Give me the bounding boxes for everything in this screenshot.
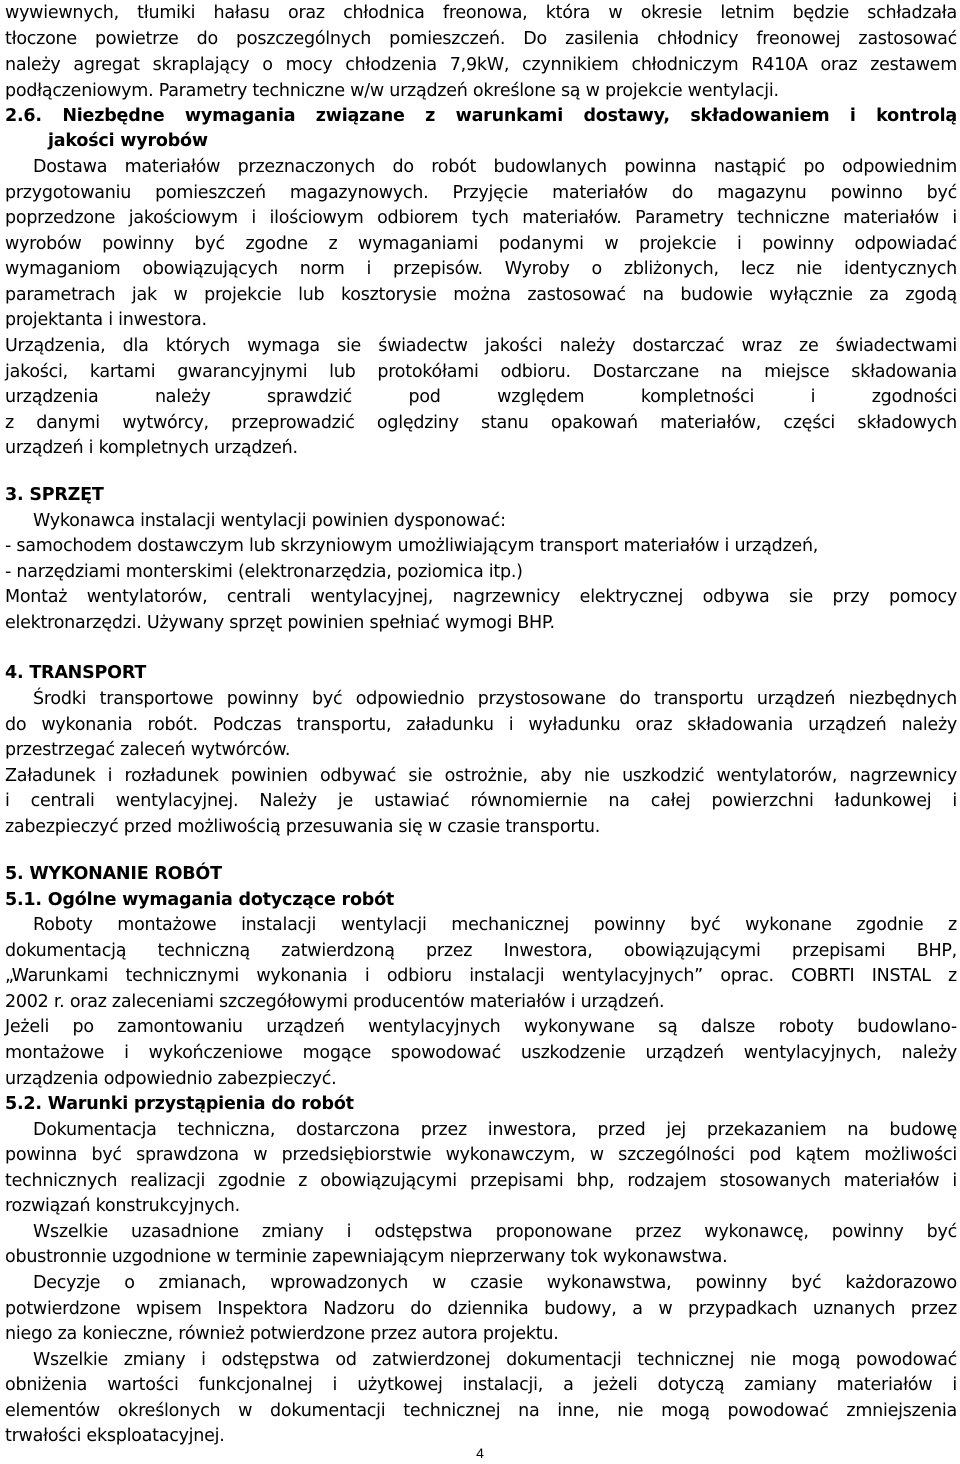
text-line: Montaż wentylatorów, centrali wentylacyjnej, nagrzewnicy elektrycznej odbywa sie przy pomocy — [5, 587, 957, 607]
text-line: zabezpieczyć przed możliwością przesuwania się w czasie transportu. — [5, 817, 601, 837]
text-line: przygotowaniu pomieszczeń magazynowych. Przyjęcie materiałów do magazynu powinno być — [5, 183, 957, 203]
text-line: należy agregat skraplający o mocy chłodzenia 7,9kW, czynnikiem chłodniczym R410A oraz zestawem — [5, 55, 957, 75]
text-line: parametrach jak w projekcie lub kosztorysie można zastosować na budowie wyłącznie za zgodą — [5, 285, 957, 305]
text-line: Urządzenia, dla których wymaga sie świadectw jakości należy dostarczać wraz ze świadectwami — [5, 336, 957, 356]
text-line: technicznych realizacji zgodnie z obowiązującymi przepisami bhp, rodzajem stosowanych materiałów i — [5, 1171, 957, 1191]
text-line: Środki transportowe powinny być odpowiednio przystosowane do transportu urządzeń niezbędnych — [33, 689, 957, 709]
text-line: obniżenia wartości funkcjonalnej i użytkowej instalacji, a jeżeli dotyczą zamiany materiałów i — [5, 1375, 957, 1395]
text-line: Wszelkie zmiany i odstępstwa od zatwierdzonej dokumentacji technicznej nie mogą powodować — [33, 1350, 957, 1370]
text-line: z danymi wytwórcy, przeprowadzić oględziny stanu opakowań materiałów, części składowych — [5, 413, 957, 433]
text-line: Roboty montażowe instalacji wentylacji mechanicznej powinny być wykonane zgodnie z — [33, 915, 957, 935]
text-line: Dokumentacja techniczna, dostarczona przez inwestora, przed jej przekazaniem na budowę — [33, 1120, 957, 1140]
section-heading: 5. WYKONANIE ROBÓT — [5, 864, 222, 884]
text-line: Wykonawca instalacji wentylacji powinien dysponować: — [33, 511, 506, 531]
text-line: poprzedzone jakościowym i ilościowym odbiorem tych materiałów. Parametry techniczne materiałów i — [5, 208, 957, 228]
text-line: projektanta i inwestora. — [5, 310, 207, 330]
text-line: wyrobów powinny być zgodne z wymaganiami podanymi w projekcie i powinny odpowiadać — [5, 234, 957, 254]
text-line: jakości, kartami gwarancyjnymi lub protokółami odbioru. Dostarczane na miejsce składowania — [5, 362, 957, 382]
text-line: elektronarzędzi. Używany sprzęt powinien spełniać wymogi BHP. — [5, 613, 555, 633]
text-line: przestrzegać zaleceń wytwórców. — [5, 740, 291, 760]
text-line: Decyzje o zmianach, wprowadzonych w czasie wykonawstwa, powinny być każdorazowo — [33, 1273, 957, 1293]
text-line: Dostawa materiałów przeznaczonych do robót budowlanych powinna nastąpić po odpowiednim — [33, 157, 957, 177]
text-line: niego za konieczne, również potwierdzone przez autora projektu. — [5, 1324, 559, 1344]
section-heading: 4. TRANSPORT — [5, 663, 147, 683]
text-line: i centrali wentylacyjnej. Należy je ustawiać równomiernie na całej powierzchni ładunkowej i — [5, 791, 957, 811]
text-line: powinna być sprawdzona w przedsiębiorstwie wykonawczym, w szczególności pod kątem możliwości — [5, 1145, 957, 1165]
text-line: wymaganiom obowiązujących norm i przepisów. Wyroby o zbliżonych, lecz nie identycznych — [5, 259, 957, 279]
text-line: urządzeń i kompletnych urządzeń. — [5, 438, 298, 458]
section-heading: 3. SPRZĘT — [5, 485, 104, 505]
section-heading-continued: jakości wyrobów — [48, 131, 208, 151]
section-heading: 2.6. Niezbędne wymagania związane z warunkami dostawy, składowaniem i kontrolą — [5, 106, 957, 126]
text-line: do wykonania robót. Podczas transportu, załadunku i wyładunku oraz składowania urządzeń należy — [5, 715, 957, 735]
text-line: Załadunek i rozładunek powinien odbywać sie ostrożnie, aby nie uszkodzić wentylatorów, nagrzewnicy — [5, 766, 957, 786]
text-line: rozwiązań konstrukcyjnych. — [5, 1196, 240, 1216]
text-line: 2002 r. oraz zaleceniami szczegółowymi producentów materiałów i urządzeń. — [5, 992, 665, 1012]
text-line: urządzenia odpowiednio zabezpieczyć. — [5, 1069, 337, 1089]
text-line: Wszelkie uzasadnione zmiany i odstępstwa proponowane przez wykonawcę, powinny być — [33, 1222, 957, 1242]
subsection-heading: 5.2. Warunki przystąpienia do robót — [5, 1094, 354, 1114]
text-line: dokumentacją techniczną zatwierdzoną przez Inwestora, obowiązującymi przepisami BHP, — [5, 941, 957, 961]
subsection-heading: 5.1. Ogólne wymagania dotyczące robót — [5, 890, 395, 910]
page-number: 4 — [476, 1445, 484, 1461]
text-line: urządzenia należy sprawdzić pod względem kompletności i zgodności — [5, 387, 957, 407]
text-line: trwałości eksploatacyjnej. — [5, 1426, 225, 1446]
text-line: wywiewnych, tłumiki hałasu oraz chłodnica freonowa, która w okresie letnim będzie schładzała — [5, 3, 957, 23]
text-line: obustronnie uzgodnione w terminie zapewniającym nieprzerwany tok wykonawstwa. — [5, 1247, 728, 1267]
text-line: Jeżeli po zamontowaniu urządzeń wentylacyjnych wykonywane są dalsze roboty budowlano- — [5, 1017, 957, 1037]
text-line: podłączeniowym. Parametry techniczne w/w urządzeń określone są w projekcie wentylacji. — [5, 81, 779, 101]
list-item: - narzędziami monterskimi (elektronarzędzia, poziomica itp.) — [5, 562, 523, 582]
text-line: potwierdzone wpisem Inspektora Nadzoru do dziennika budowy, a w przypadkach uznanych przez — [5, 1299, 957, 1319]
text-line: „Warunkami technicznymi wykonania i odbioru instalacji wentylacyjnych” oprac. COBRTI INSTAL z — [5, 966, 957, 986]
text-line: montażowe i wykończeniowe mogące spowodować uszkodzenie urządzeń wentylacyjnych, należy — [5, 1043, 957, 1063]
text-line: elementów określonych w dokumentacji technicznej na inne, nie mogą powodować zmniejszenia — [5, 1401, 957, 1421]
list-item: - samochodem dostawczym lub skrzyniowym umożliwiającym transport materiałów i urządzeń, — [5, 536, 819, 556]
text-line: tłoczone powietrze do poszczególnych pomieszczeń. Do zasilenia chłodnicy freonowej zastosować — [5, 29, 957, 49]
